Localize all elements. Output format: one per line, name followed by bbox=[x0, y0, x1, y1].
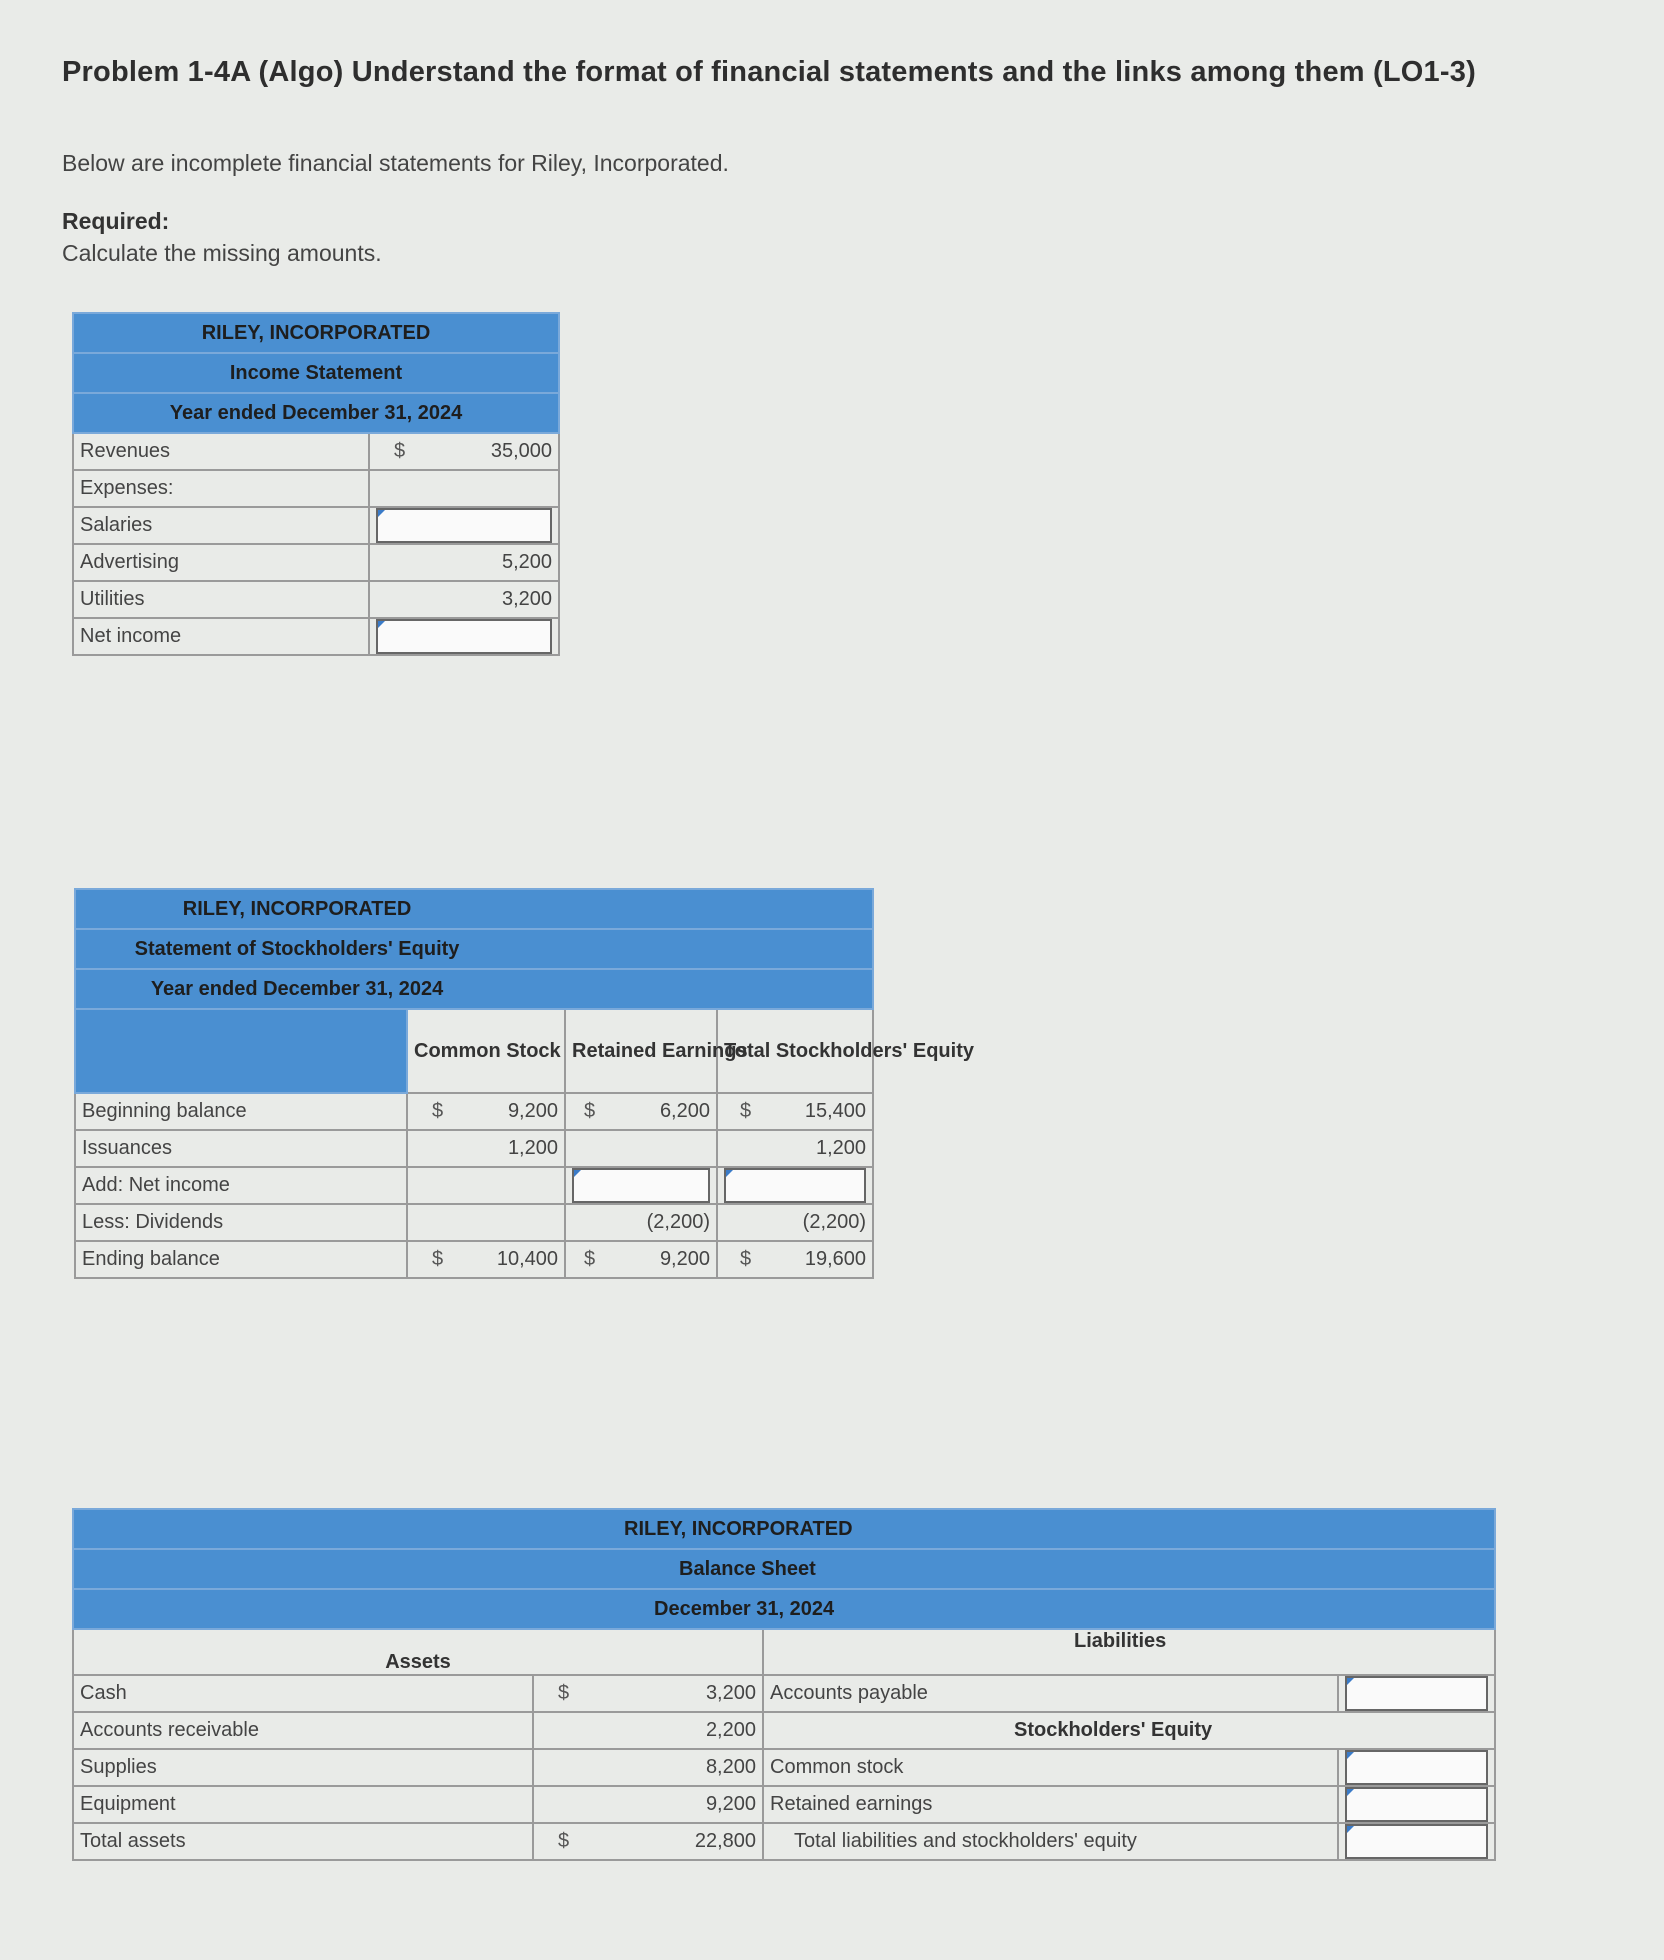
dollar-sign: $ bbox=[558, 1830, 570, 1852]
salaries-input[interactable] bbox=[376, 508, 552, 543]
common-stock-label: Common stock bbox=[763, 1749, 1338, 1786]
issuances-total: 1,200 bbox=[717, 1130, 873, 1167]
bs-row-supplies bbox=[73, 1749, 1495, 1786]
total-le-cell[interactable] bbox=[1338, 1823, 1495, 1860]
accounts-receivable-label: Accounts receivable bbox=[73, 1712, 533, 1749]
bs-row-totals bbox=[73, 1823, 1495, 1860]
ending-retained: $ 9,200 bbox=[565, 1241, 717, 1278]
bs-row-cash bbox=[73, 1675, 1495, 1712]
bs-date: December 31, 2024 bbox=[73, 1589, 1495, 1629]
cash-label: Cash bbox=[73, 1675, 533, 1712]
bs-row-ar bbox=[73, 1712, 1495, 1749]
assets-header: Assets bbox=[73, 1629, 763, 1675]
total-assets-label: Total assets bbox=[73, 1823, 533, 1860]
bs-company: RILEY, INCORPORATED bbox=[73, 1509, 1495, 1549]
accounts-receivable-value: 2,200 bbox=[533, 1712, 763, 1749]
beginning-common: $ 9,200 bbox=[407, 1093, 565, 1130]
liabilities-header: Liabilities bbox=[763, 1629, 1495, 1675]
supplies-label: Supplies bbox=[73, 1749, 533, 1786]
revenues-label: Revenues bbox=[73, 433, 369, 470]
dollar-sign: $ bbox=[558, 1682, 570, 1704]
ending-total: $ 19,600 bbox=[717, 1241, 873, 1278]
beginning-label: Beginning balance bbox=[75, 1093, 407, 1130]
revenues-value-cell bbox=[369, 433, 559, 470]
problem-intro: Below are incomplete financial statements for Riley, Incorporated. bbox=[62, 150, 729, 176]
dollar-sign: $ bbox=[740, 1100, 752, 1122]
dollar-sign: $ bbox=[432, 1248, 444, 1270]
salaries-input-cell[interactable] bbox=[369, 507, 559, 544]
is-period: Year ended December 31, 2024 bbox=[73, 393, 559, 433]
se-company: RILEY, INCORPORATED bbox=[75, 889, 873, 929]
ending-common: $ 10,400 bbox=[407, 1241, 565, 1278]
se-row-issuances bbox=[75, 1130, 873, 1167]
dividends-label: Less: Dividends bbox=[75, 1204, 407, 1241]
balance-sheet-table bbox=[72, 1508, 1496, 1861]
expenses-blank bbox=[369, 470, 559, 507]
advertising-label: Advertising bbox=[73, 544, 369, 581]
retained-earnings-cell[interactable] bbox=[1338, 1786, 1495, 1823]
equipment-label: Equipment bbox=[73, 1786, 533, 1823]
issuances-retained bbox=[565, 1130, 717, 1167]
col-total-equity: Total Stockholders' Equity bbox=[717, 1009, 873, 1093]
ending-label: Ending balance bbox=[75, 1241, 407, 1278]
dollar-sign: $ bbox=[432, 1100, 444, 1122]
se-row-ending bbox=[75, 1241, 873, 1278]
equity-statement-table bbox=[74, 888, 974, 1279]
net-income-total-cell[interactable] bbox=[717, 1167, 873, 1204]
retained-earnings-input[interactable] bbox=[1345, 1787, 1488, 1822]
net-income-retained-input[interactable] bbox=[572, 1168, 710, 1203]
required-label: Required: bbox=[62, 208, 170, 234]
accounts-payable-cell[interactable] bbox=[1338, 1675, 1495, 1712]
salaries-label: Salaries bbox=[73, 507, 369, 544]
accounts-payable-label: Accounts payable bbox=[763, 1675, 1338, 1712]
se-blank-head bbox=[75, 1009, 407, 1093]
dividends-total: (2,200) bbox=[717, 1204, 873, 1241]
se-row-net-income bbox=[75, 1167, 873, 1204]
expenses-label: Expenses: bbox=[73, 470, 369, 507]
net-income-label: Net income bbox=[73, 618, 369, 655]
dollar-sign: $ bbox=[740, 1248, 752, 1270]
equipment-value: 9,200 bbox=[533, 1786, 763, 1823]
cash-value: $ 3,200 bbox=[533, 1675, 763, 1712]
is-title: Income Statement bbox=[73, 353, 559, 393]
issuances-common: 1,200 bbox=[407, 1130, 565, 1167]
dollar-sign: $ bbox=[584, 1248, 596, 1270]
se-row-beginning bbox=[75, 1093, 873, 1130]
col-common-stock: Common Stock bbox=[407, 1009, 565, 1093]
se-period: Year ended December 31, 2024 bbox=[75, 969, 873, 1009]
revenues-value: 35,000 bbox=[490, 440, 553, 462]
advertising-value: 5,200 bbox=[369, 544, 559, 581]
dollar-sign: $ bbox=[394, 440, 406, 462]
is-revenues-row bbox=[73, 433, 559, 470]
issuances-label: Issuances bbox=[75, 1130, 407, 1167]
common-stock-cell[interactable] bbox=[1338, 1749, 1495, 1786]
total-le-label: Total liabilities and stockholders' equity bbox=[763, 1823, 1338, 1860]
is-company: RILEY, INCORPORATED bbox=[73, 313, 559, 353]
beginning-retained: $ 6,200 bbox=[565, 1093, 717, 1130]
net-income-total-input[interactable] bbox=[724, 1168, 866, 1203]
retained-earnings-label: Retained earnings bbox=[763, 1786, 1338, 1823]
supplies-value: 8,200 bbox=[533, 1749, 763, 1786]
net-income-retained-cell[interactable] bbox=[565, 1167, 717, 1204]
utilities-label: Utilities bbox=[73, 581, 369, 618]
stockholders-equity-header: Stockholders' Equity bbox=[763, 1712, 1495, 1749]
net-income-common bbox=[407, 1167, 565, 1204]
net-income-input[interactable] bbox=[376, 619, 552, 654]
net-income-label: Add: Net income bbox=[75, 1167, 407, 1204]
dollar-sign: $ bbox=[584, 1100, 596, 1122]
bs-title: Balance Sheet bbox=[73, 1549, 1495, 1589]
total-le-input[interactable] bbox=[1345, 1824, 1488, 1859]
bs-row-equipment bbox=[73, 1786, 1495, 1823]
required-text: Calculate the missing amounts. bbox=[62, 240, 382, 266]
col-retained-earnings: Retained Earnings bbox=[565, 1009, 717, 1093]
income-statement-table bbox=[72, 312, 560, 656]
se-title: Statement of Stockholders' Equity bbox=[75, 929, 873, 969]
problem-title: Problem 1-4A (Algo) Understand the format of financial statements and the links among them (LO1-3) bbox=[62, 56, 1476, 88]
common-stock-input[interactable] bbox=[1345, 1750, 1488, 1785]
total-assets-value: $ 22,800 bbox=[533, 1823, 763, 1860]
utilities-value: 3,200 bbox=[369, 581, 559, 618]
beginning-total: $ 15,400 bbox=[717, 1093, 873, 1130]
se-row-dividends bbox=[75, 1204, 873, 1241]
net-income-input-cell[interactable] bbox=[369, 618, 559, 655]
dividends-retained: (2,200) bbox=[565, 1204, 717, 1241]
dividends-common bbox=[407, 1204, 565, 1241]
accounts-payable-input[interactable] bbox=[1345, 1676, 1488, 1711]
